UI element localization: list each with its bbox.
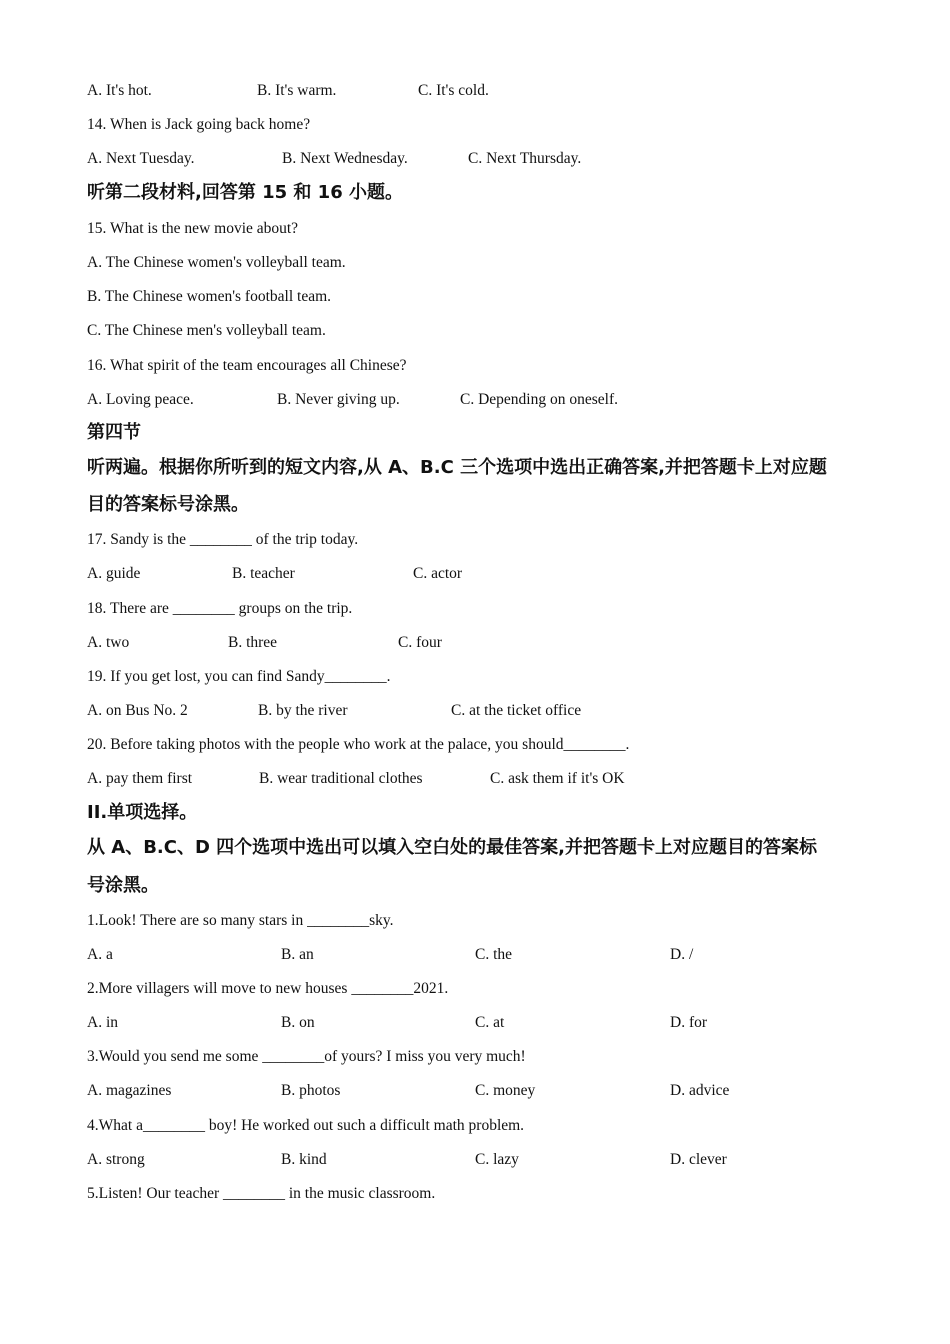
mc2-option-a: A. in xyxy=(87,1014,118,1031)
q20-option-b: B. wear traditional clothes xyxy=(259,770,423,787)
mc2-option-d: D. for xyxy=(670,1014,708,1031)
mc-question-1: 1.Look! There are so many stars in ________sky. xyxy=(87,912,394,929)
q18-option-c: C. four xyxy=(398,634,442,651)
q20-option-a: A. pay them first xyxy=(87,770,193,787)
q15-option-a: A. The Chinese women's volleyball team. xyxy=(87,254,346,271)
q16-option-a: A. Loving peace. xyxy=(87,391,194,408)
q14-option-b: B. Next Wednesday. xyxy=(282,150,408,167)
mc3-option-a: A. magazines xyxy=(87,1082,172,1099)
mc-question-4: 4.What a________ boy! He worked out such a difficult math problem. xyxy=(87,1117,525,1134)
q15-option-b: B. The Chinese women's football team. xyxy=(87,288,332,305)
mc4-option-d: D. clever xyxy=(670,1151,727,1168)
q18-option-b: B. three xyxy=(228,634,278,651)
q17-option-b: B. teacher xyxy=(232,565,295,582)
q19-option-c: C. at the ticket office xyxy=(451,702,582,719)
q20-option-c: C. ask them if it's OK xyxy=(490,770,625,787)
q14-option-a: A. Next Tuesday. xyxy=(87,150,195,167)
mc1-option-a: A. a xyxy=(87,946,113,963)
mc1-option-d: D. / xyxy=(670,946,694,963)
q13-option-c: C. It's cold. xyxy=(418,82,489,99)
q18-option-a: A. two xyxy=(87,634,130,651)
mc4-option-c: C. lazy xyxy=(475,1151,519,1168)
mc3-option-d: D. advice xyxy=(670,1082,730,1099)
mc3-option-c: C. money xyxy=(475,1082,536,1099)
section-4-instructions-line-1: 听两遍。根据你所听到的短文内容,从 A、B.C 三个选项中选出正确答案,并把答题卡上对应题 xyxy=(87,457,827,478)
mc1-option-c: C. the xyxy=(475,946,513,963)
material-2-heading: 听第二段材料,回答第 15 和 16 小题。 xyxy=(87,182,404,203)
mc1-option-b: B. an xyxy=(281,946,314,963)
mc-question-2: 2.More villagers will move to new houses ________2021. xyxy=(87,980,449,997)
mc2-option-c: C. at xyxy=(475,1014,505,1031)
mc4-option-a: A. strong xyxy=(87,1151,145,1168)
part-2-title: II.单项选择。 xyxy=(87,802,198,823)
mc-question-3: 3.Would you send me some ________of yours? I miss you very much! xyxy=(87,1048,526,1065)
q14-option-c: C. Next Thursday. xyxy=(468,150,582,167)
part-2-instructions-line-1: 从 A、B.C、D 四个选项中选出可以填入空白处的最佳答案,并把答题卡上对应题目的答案标 xyxy=(87,837,818,858)
q17-option-c: C. actor xyxy=(413,565,463,582)
q17-option-a: A. guide xyxy=(87,565,141,582)
mc3-option-b: B. photos xyxy=(281,1082,341,1099)
q16-option-c: C. Depending on oneself. xyxy=(460,391,618,408)
section-4-title: 第四节 xyxy=(87,422,141,443)
question-16: 16. What spirit of the team encourages all Chinese? xyxy=(87,357,407,374)
mc2-option-b: B. on xyxy=(281,1014,315,1031)
section-4-instructions-line-2: 目的答案标号涂黑。 xyxy=(87,494,249,515)
question-15: 15. What is the new movie about? xyxy=(87,220,299,237)
q13-option-a: A. It's hot. xyxy=(87,82,152,99)
q13-option-b: B. It's warm. xyxy=(257,82,337,99)
question-20: 20. Before taking photos with the people who work at the palace, you should________. xyxy=(87,736,630,753)
question-17: 17. Sandy is the ________ of the trip today. xyxy=(87,531,359,548)
question-18: 18. There are ________ groups on the trip. xyxy=(87,600,353,617)
mc-question-5: 5.Listen! Our teacher ________ in the music classroom. xyxy=(87,1185,436,1202)
part-2-instructions-line-2: 号涂黑。 xyxy=(87,875,159,896)
mc4-option-b: B. kind xyxy=(281,1151,327,1168)
q19-option-b: B. by the river xyxy=(258,702,348,719)
q16-option-b: B. Never giving up. xyxy=(277,391,400,408)
question-19: 19. If you get lost, you can find Sandy________. xyxy=(87,668,391,685)
question-14: 14. When is Jack going back home? xyxy=(87,116,311,133)
q19-option-a: A. on Bus No. 2 xyxy=(87,702,188,719)
q15-option-c: C. The Chinese men's volleyball team. xyxy=(87,322,326,339)
